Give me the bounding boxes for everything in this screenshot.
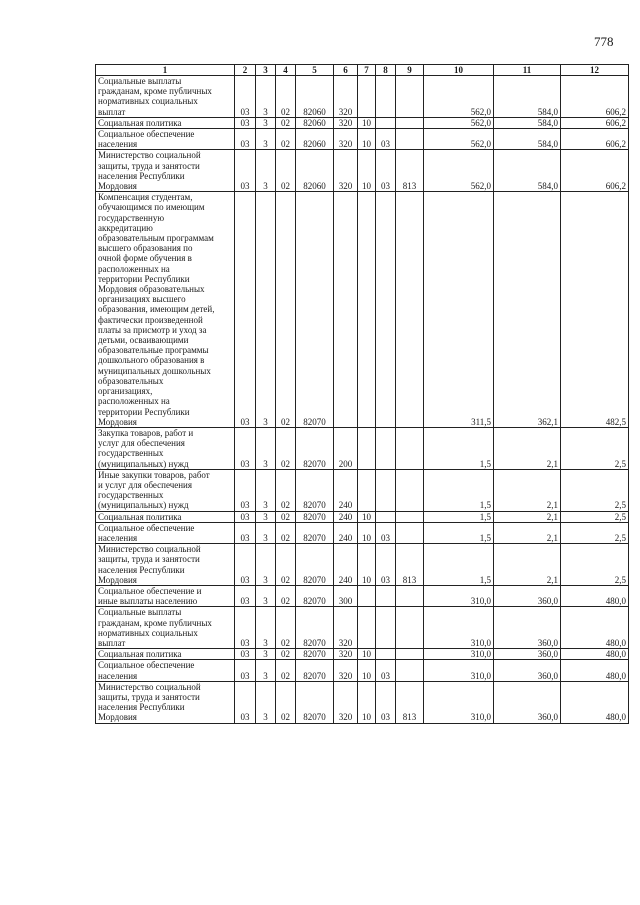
cell-amount: 310,0	[424, 649, 494, 660]
cell-amount: 480,0	[561, 649, 629, 660]
cell-code	[376, 76, 396, 118]
cell-code	[358, 76, 376, 118]
table-row	[96, 76, 629, 118]
cell-amount: 1,5	[424, 522, 494, 543]
cell-amount: 310,0	[424, 607, 494, 649]
row-name: Социальная политика	[96, 649, 235, 660]
cell-code: 02	[276, 585, 296, 606]
cell-code: 82070	[296, 427, 334, 469]
cell-code: 10	[358, 511, 376, 522]
cell-code: 02	[276, 607, 296, 649]
cell-code	[396, 522, 424, 543]
cell-amount: 584,0	[494, 76, 561, 118]
cell-amount: 360,0	[494, 585, 561, 606]
cell-amount: 1,5	[424, 469, 494, 511]
row-name: Министерство социальной защиты, труда и занятости населения Республики Мордовия	[96, 544, 235, 586]
cell-code: 3	[256, 76, 276, 118]
cell-code: 03	[235, 660, 256, 681]
cell-code: 02	[276, 150, 296, 192]
cell-code: 82070	[296, 660, 334, 681]
table-row	[96, 649, 629, 660]
cell-code	[376, 649, 396, 660]
cell-code: 02	[276, 544, 296, 586]
cell-code	[396, 607, 424, 649]
cell-code: 3	[256, 427, 276, 469]
cell-code: 10	[358, 117, 376, 128]
row-name: Социальное обеспечение и иные выплаты населению	[96, 585, 235, 606]
cell-code	[376, 117, 396, 128]
cell-code: 82070	[296, 511, 334, 522]
cell-code: 10	[358, 150, 376, 192]
table-row	[96, 522, 629, 543]
cell-amount: 310,0	[424, 681, 494, 723]
col-header: 9	[396, 65, 424, 76]
cell-code	[376, 427, 396, 469]
cell-code: 03	[235, 469, 256, 511]
col-header: 10	[424, 65, 494, 76]
row-name: Социальная политика	[96, 117, 235, 128]
cell-code: 03	[235, 585, 256, 606]
cell-code: 03	[376, 129, 396, 150]
cell-code	[396, 192, 424, 428]
cell-code	[396, 660, 424, 681]
cell-amount: 606,2	[561, 129, 629, 150]
cell-code: 320	[334, 649, 358, 660]
cell-amount: 2,5	[561, 511, 629, 522]
cell-code	[396, 649, 424, 660]
cell-code: 320	[334, 681, 358, 723]
cell-amount: 311,5	[424, 192, 494, 428]
cell-code: 03	[235, 192, 256, 428]
table-row	[96, 585, 629, 606]
cell-code: 813	[396, 681, 424, 723]
cell-code: 320	[334, 150, 358, 192]
table-row	[96, 607, 629, 649]
cell-code: 240	[334, 544, 358, 586]
cell-code: 82070	[296, 607, 334, 649]
cell-code: 10	[358, 129, 376, 150]
row-name: Министерство социальной защиты, труда и занятости населения Республики Мордовия	[96, 681, 235, 723]
cell-code: 03	[376, 150, 396, 192]
col-header: 8	[376, 65, 396, 76]
col-header: 1	[96, 65, 235, 76]
cell-code: 813	[396, 544, 424, 586]
col-header: 7	[358, 65, 376, 76]
cell-amount: 562,0	[424, 129, 494, 150]
col-header: 4	[276, 65, 296, 76]
cell-code: 82060	[296, 150, 334, 192]
table-row	[96, 150, 629, 192]
cell-code: 03	[235, 607, 256, 649]
cell-code	[334, 192, 358, 428]
cell-amount: 2,5	[561, 522, 629, 543]
cell-code: 02	[276, 649, 296, 660]
cell-amount: 606,2	[561, 117, 629, 128]
table-row	[96, 511, 629, 522]
cell-code: 3	[256, 511, 276, 522]
table-row	[96, 427, 629, 469]
cell-code	[396, 469, 424, 511]
cell-code: 03	[235, 511, 256, 522]
cell-code: 3	[256, 585, 276, 606]
cell-code: 3	[256, 150, 276, 192]
cell-code: 03	[235, 117, 256, 128]
cell-code	[376, 585, 396, 606]
cell-code: 320	[334, 129, 358, 150]
col-header: 6	[334, 65, 358, 76]
cell-code: 3	[256, 660, 276, 681]
cell-code	[358, 469, 376, 511]
cell-code: 82070	[296, 469, 334, 511]
col-header: 3	[256, 65, 276, 76]
cell-code: 82060	[296, 129, 334, 150]
cell-code	[396, 76, 424, 118]
cell-code: 10	[358, 649, 376, 660]
cell-code: 300	[334, 585, 358, 606]
cell-amount: 562,0	[424, 76, 494, 118]
cell-amount: 360,0	[494, 660, 561, 681]
cell-code: 02	[276, 427, 296, 469]
cell-code: 02	[276, 660, 296, 681]
cell-amount: 2,5	[561, 427, 629, 469]
cell-amount: 480,0	[561, 585, 629, 606]
cell-code: 03	[235, 544, 256, 586]
cell-code: 03	[235, 649, 256, 660]
cell-code: 10	[358, 522, 376, 543]
cell-amount: 360,0	[494, 607, 561, 649]
col-header: 2	[235, 65, 256, 76]
cell-code: 03	[376, 660, 396, 681]
cell-amount: 562,0	[424, 117, 494, 128]
cell-code: 82070	[296, 649, 334, 660]
cell-code: 3	[256, 192, 276, 428]
cell-amount: 2,1	[494, 511, 561, 522]
cell-code: 3	[256, 544, 276, 586]
cell-amount: 2,5	[561, 544, 629, 586]
cell-amount: 480,0	[561, 660, 629, 681]
cell-amount: 362,1	[494, 192, 561, 428]
cell-code: 813	[396, 150, 424, 192]
cell-code: 03	[376, 522, 396, 543]
cell-code: 03	[376, 544, 396, 586]
table-row	[96, 117, 629, 128]
table-row	[96, 129, 629, 150]
cell-amount: 310,0	[424, 585, 494, 606]
cell-code: 3	[256, 649, 276, 660]
cell-amount: 310,0	[424, 660, 494, 681]
col-header: 11	[494, 65, 561, 76]
cell-code: 02	[276, 681, 296, 723]
row-name: Закупка товаров, работ и услуг для обеспечения государственных (муниципальных) нужд	[96, 427, 235, 469]
cell-code: 3	[256, 117, 276, 128]
cell-amount: 2,1	[494, 427, 561, 469]
col-header: 5	[296, 65, 334, 76]
header-row	[96, 65, 629, 76]
cell-amount: 480,0	[561, 681, 629, 723]
cell-amount: 1,5	[424, 544, 494, 586]
cell-amount: 1,5	[424, 427, 494, 469]
cell-code: 82070	[296, 544, 334, 586]
cell-amount: 584,0	[494, 117, 561, 128]
cell-amount: 584,0	[494, 129, 561, 150]
cell-amount: 562,0	[424, 150, 494, 192]
budget-table	[95, 64, 629, 724]
cell-amount: 360,0	[494, 681, 561, 723]
cell-code	[396, 129, 424, 150]
cell-amount: 1,5	[424, 511, 494, 522]
cell-code: 10	[358, 544, 376, 586]
row-name: Министерство социальной защиты, труда и занятости населения Республики Мордовия	[96, 150, 235, 192]
table-row	[96, 681, 629, 723]
cell-code: 200	[334, 427, 358, 469]
cell-code	[376, 469, 396, 511]
cell-code	[358, 585, 376, 606]
cell-code: 82070	[296, 192, 334, 428]
cell-code: 240	[334, 522, 358, 543]
cell-code	[358, 427, 376, 469]
cell-code: 320	[334, 76, 358, 118]
cell-code: 240	[334, 511, 358, 522]
table-row	[96, 192, 629, 428]
table-row	[96, 544, 629, 586]
cell-amount: 2,1	[494, 469, 561, 511]
cell-amount: 584,0	[494, 150, 561, 192]
cell-code: 3	[256, 129, 276, 150]
cell-code: 10	[358, 681, 376, 723]
cell-amount: 606,2	[561, 76, 629, 118]
cell-code: 320	[334, 660, 358, 681]
row-name: Социальное обеспечение населения	[96, 129, 235, 150]
cell-code: 02	[276, 511, 296, 522]
cell-code: 02	[276, 522, 296, 543]
cell-amount: 2,5	[561, 469, 629, 511]
row-name: Социальное обеспечение населения	[96, 522, 235, 543]
page-number: 778	[594, 34, 614, 49]
cell-code: 03	[235, 76, 256, 118]
cell-code: 10	[358, 660, 376, 681]
cell-code	[396, 117, 424, 128]
cell-code: 03	[235, 129, 256, 150]
cell-code: 02	[276, 469, 296, 511]
cell-amount: 2,1	[494, 522, 561, 543]
row-name: Социальные выплаты гражданам, кроме публичных нормативных социальных выплат	[96, 607, 235, 649]
cell-code: 03	[235, 150, 256, 192]
cell-amount: 606,2	[561, 150, 629, 192]
cell-code	[396, 585, 424, 606]
cell-code	[396, 427, 424, 469]
cell-code: 82070	[296, 522, 334, 543]
cell-code	[376, 511, 396, 522]
cell-amount: 482,5	[561, 192, 629, 428]
cell-code: 3	[256, 522, 276, 543]
row-name: Социальное обеспечение населения	[96, 660, 235, 681]
row-name: Иные закупки товаров, работ и услуг для обеспечения государственных (муниципальных) нужд	[96, 469, 235, 511]
row-name: Социальная политика	[96, 511, 235, 522]
cell-code: 320	[334, 117, 358, 128]
cell-code: 3	[256, 469, 276, 511]
cell-code: 03	[235, 522, 256, 543]
row-name: Социальные выплаты гражданам, кроме публичных нормативных социальных выплат	[96, 76, 235, 118]
cell-code	[358, 607, 376, 649]
cell-code: 3	[256, 681, 276, 723]
cell-code	[376, 607, 396, 649]
cell-amount: 480,0	[561, 607, 629, 649]
row-name: Компенсация студентам, обучающимся по имеющим государственную аккредитацию образовательным программам высшего образования по очной форме обучения в расположенных на территории Республики Мордовия образовательных организациях высшего образования, имеющим детей, фактически произведенной платы за присмотр и уход за детьми, осваивающими образовательные программы дошкольного образования в муниципальных дошкольных образовательных организациях, расположенных на территории Республики Мордовия	[96, 192, 235, 428]
cell-code: 82060	[296, 76, 334, 118]
cell-code: 3	[256, 607, 276, 649]
table-row	[96, 469, 629, 511]
cell-code: 320	[334, 607, 358, 649]
cell-code: 02	[276, 129, 296, 150]
table-row	[96, 660, 629, 681]
cell-code: 02	[276, 192, 296, 428]
cell-code: 82060	[296, 117, 334, 128]
cell-amount: 2,1	[494, 544, 561, 586]
cell-code: 02	[276, 117, 296, 128]
cell-amount: 360,0	[494, 649, 561, 660]
cell-code: 03	[235, 681, 256, 723]
cell-code: 03	[235, 427, 256, 469]
cell-code	[358, 192, 376, 428]
cell-code	[376, 192, 396, 428]
cell-code: 240	[334, 469, 358, 511]
cell-code: 82070	[296, 681, 334, 723]
cell-code: 02	[276, 76, 296, 118]
cell-code	[396, 511, 424, 522]
col-header: 12	[561, 65, 629, 76]
cell-code: 82070	[296, 585, 334, 606]
cell-code: 03	[376, 681, 396, 723]
